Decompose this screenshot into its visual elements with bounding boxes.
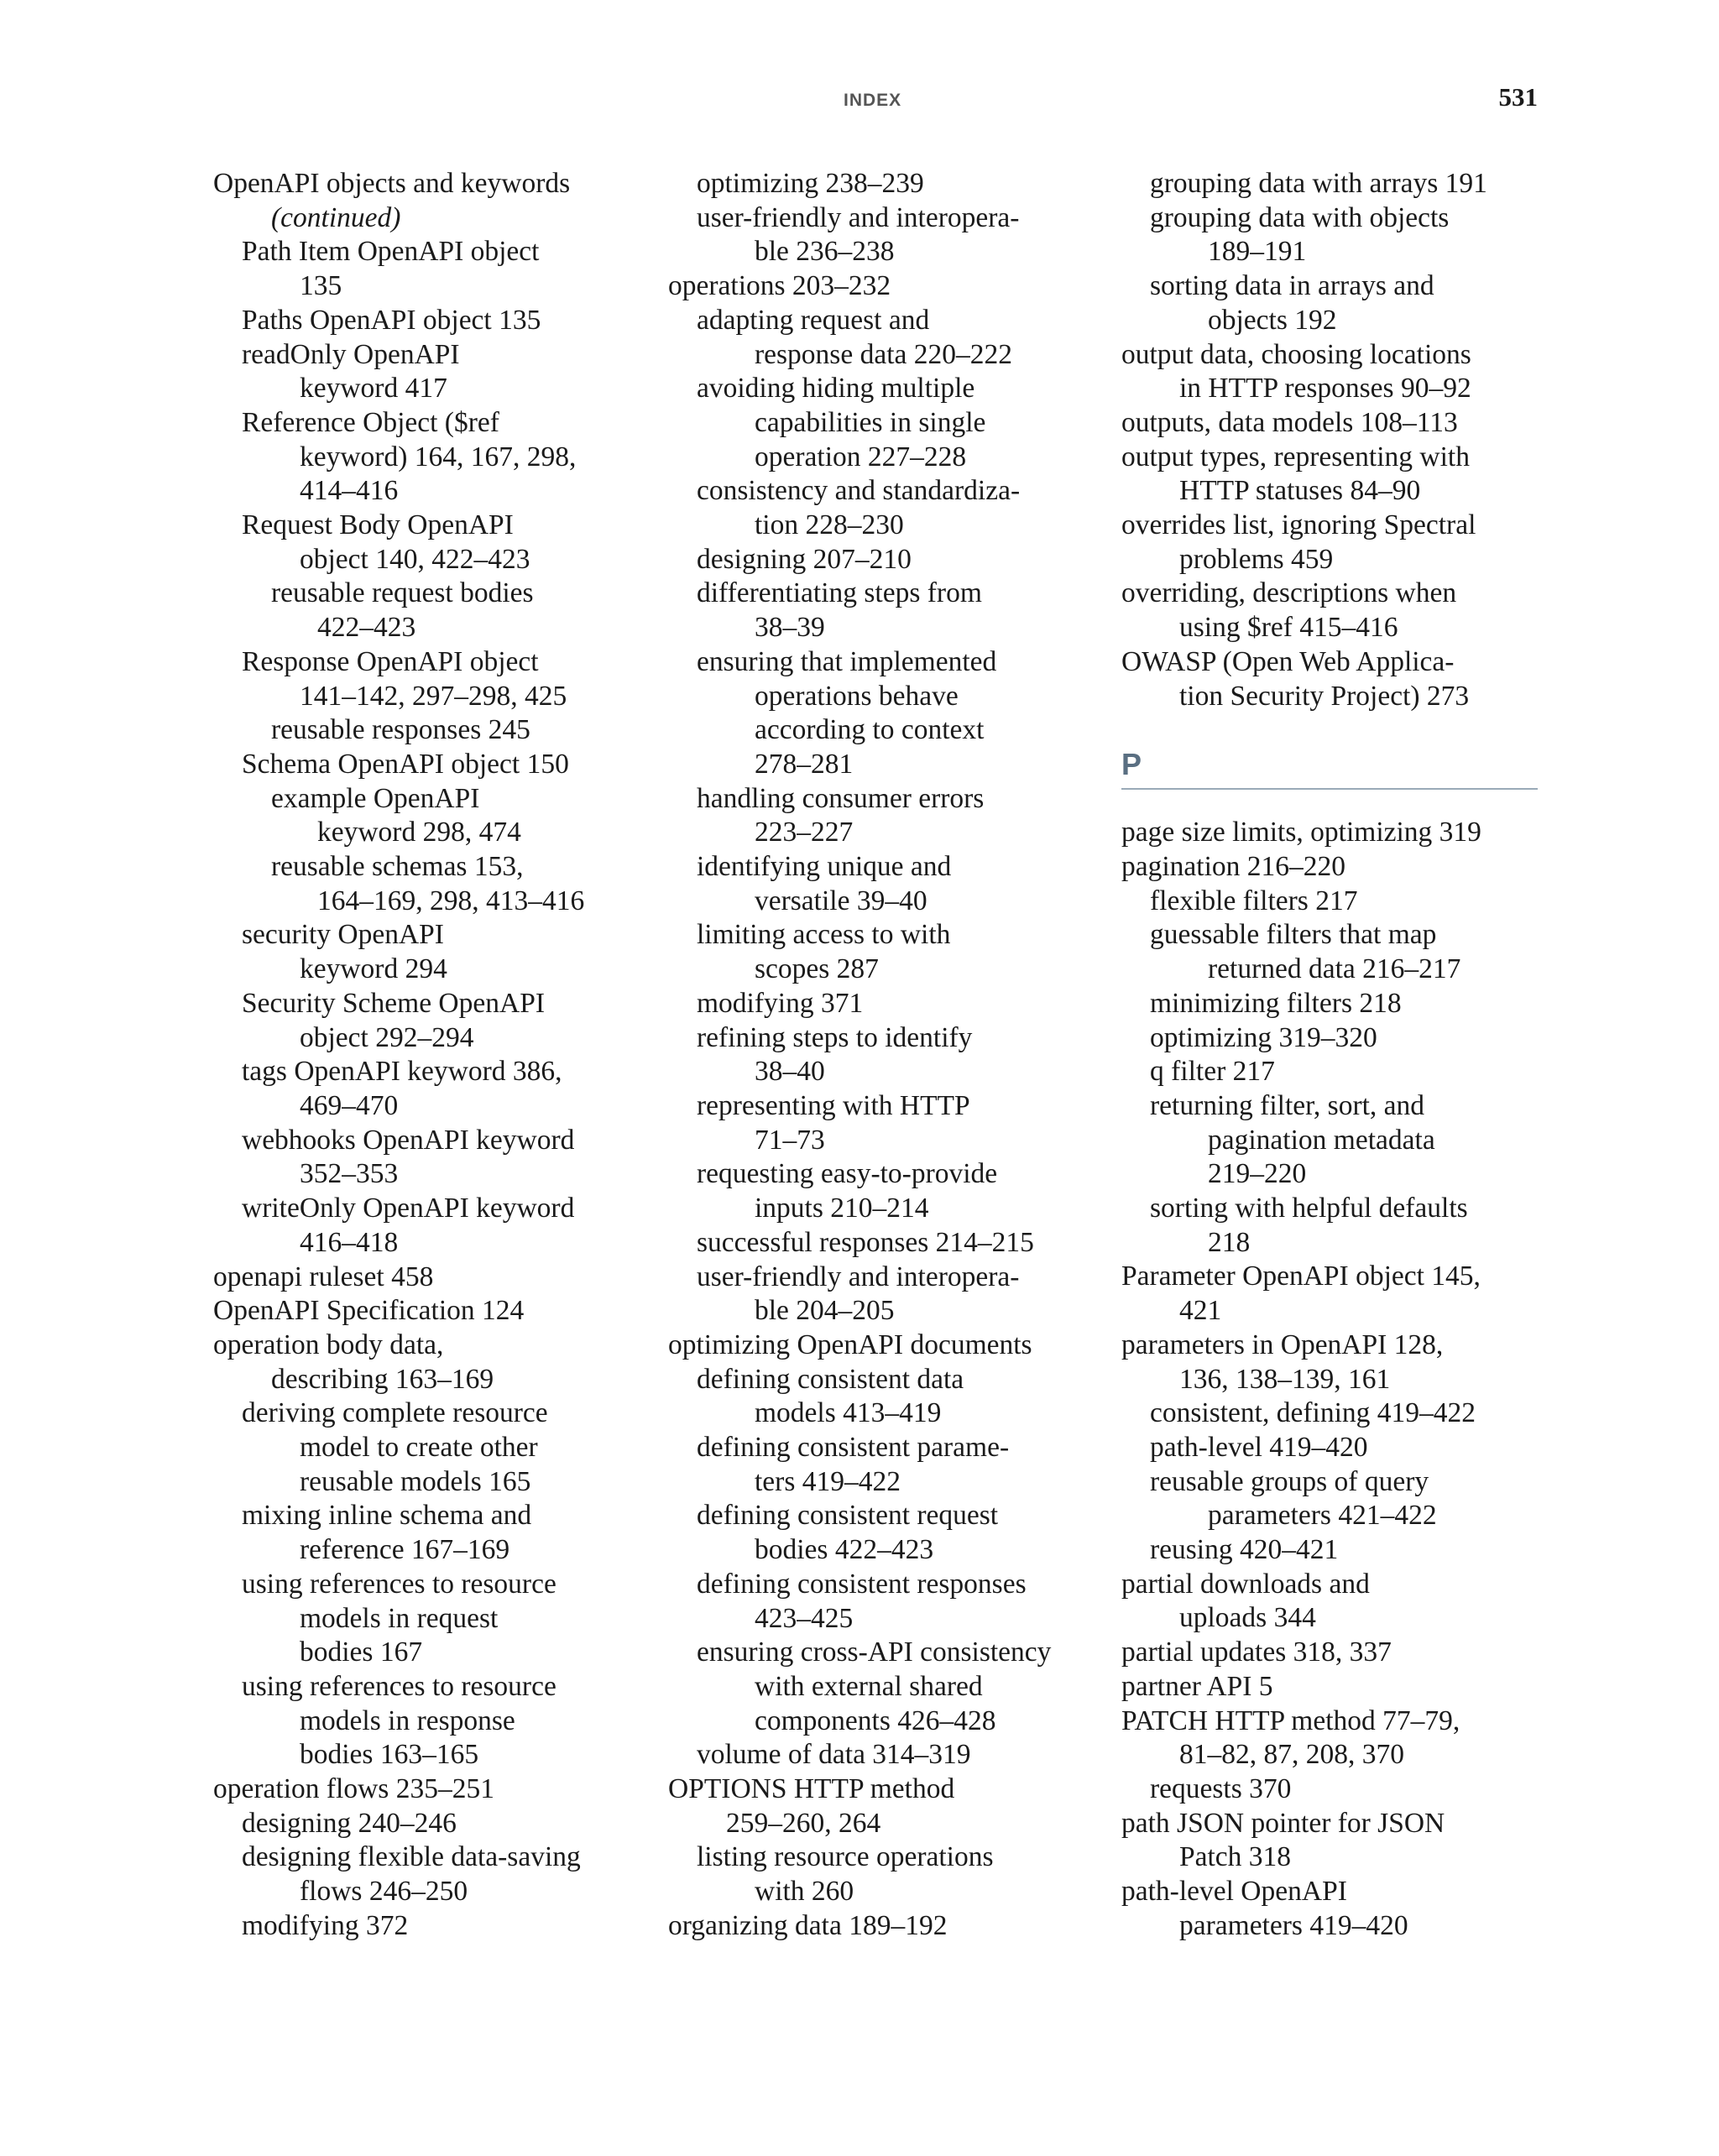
index-entry	[1121, 1260, 1549, 1328]
entry-text: OWASP (Open Web Applica-	[1121, 645, 1455, 677]
running-head: INDEX	[844, 91, 902, 110]
entry-text: listing resource operations	[697, 1841, 994, 1873]
entry-text: differentiating steps from	[697, 577, 982, 609]
entry-continuation: according to context	[755, 714, 985, 746]
entry-text: defining consistent request	[697, 1500, 999, 1532]
index-subentry	[668, 1568, 1105, 1636]
index-entry	[1121, 1329, 1549, 1396]
entry-continuation: bodies 163–165	[300, 1739, 479, 1771]
entry-text: ensuring that implemented	[697, 645, 997, 677]
entry-continuation: 421	[1179, 1295, 1222, 1327]
index-subentry	[668, 543, 1105, 577]
entry-text: flexible filters 217	[1150, 885, 1358, 916]
entry-text: security OpenAPI	[242, 919, 444, 951]
entry-continuation: with external shared	[755, 1670, 983, 1702]
index-subentry	[1121, 1089, 1549, 1192]
entry-text: guessable filters that map	[1150, 919, 1437, 951]
entry-continuation: parameters 419–420	[1179, 1909, 1408, 1941]
index-entry	[213, 1294, 650, 1329]
index-entry	[1121, 1568, 1549, 1636]
entry-text: optimizing 238–239	[697, 168, 924, 199]
index-subentry	[213, 1909, 650, 1944]
index-subentry	[213, 1499, 650, 1567]
index-subentry	[668, 1089, 1105, 1157]
index-subentry	[1121, 987, 1549, 1021]
index-subentry	[1121, 885, 1549, 919]
entry-text: operation flows 235–251	[213, 1773, 494, 1805]
index-subentry	[213, 987, 650, 1055]
index-subentry	[213, 406, 650, 509]
index-entry	[1121, 1807, 1549, 1875]
entry-continuation: 414–416	[300, 475, 399, 507]
entry-text: consistency and standardiza-	[697, 475, 1021, 507]
entry-continuation: 38–40	[755, 1056, 825, 1088]
index-entry	[1121, 816, 1549, 850]
index-entry	[668, 269, 1105, 304]
index-subentry	[668, 850, 1105, 918]
entry-text: ensuring cross-API consistency	[697, 1637, 1052, 1668]
entry-text: Security Scheme OpenAPI	[242, 987, 545, 1019]
index-subentry	[213, 748, 650, 782]
index-entry	[668, 1329, 1105, 1363]
entry-continuation: bodies 167	[300, 1637, 423, 1668]
entry-text: operations 203–232	[668, 270, 891, 302]
index-subentry	[213, 1840, 650, 1908]
entry-continuation: capabilities in single	[755, 406, 986, 438]
entry-continuation: using $ref 415–416	[1179, 612, 1398, 644]
entry-continuation: 423–425	[755, 1602, 854, 1634]
entry-text: partial downloads and	[1121, 1568, 1370, 1600]
index-entry	[1121, 1636, 1549, 1670]
entry-continuation: 219–220	[1208, 1158, 1307, 1190]
entry-text: representing with HTTP	[697, 1089, 970, 1121]
index-entry	[1121, 509, 1549, 577]
entry-continuation: uploads 344	[1179, 1602, 1316, 1634]
index-entry	[668, 1909, 1105, 1944]
index-entry	[213, 201, 650, 236]
entry-continuation: ble 204–205	[755, 1295, 895, 1327]
entry-text: partner API 5	[1121, 1670, 1273, 1702]
index-subentry	[1121, 1055, 1549, 1089]
entry-continuation: response data 220–222	[755, 338, 1013, 370]
index-subentry	[1121, 1021, 1549, 1056]
entry-text: tags OpenAPI keyword 386,	[242, 1056, 562, 1088]
entry-text: Response OpenAPI object	[242, 645, 539, 677]
entry-continuation: 136, 138–139, 161	[1179, 1363, 1391, 1395]
entry-continuation: keyword) 164, 167, 298,	[300, 441, 577, 472]
entry-text: grouping data with objects	[1150, 201, 1450, 233]
index-subentry	[668, 304, 1105, 372]
index-subentry	[668, 201, 1105, 269]
entry-text: successful responses 214–215	[697, 1226, 1034, 1258]
entry-continuation: 38–39	[755, 612, 825, 644]
index-subentry	[213, 304, 650, 338]
entry-text: page size limits, optimizing 319	[1121, 817, 1481, 848]
index-subentry	[213, 1124, 650, 1192]
index-subentry	[213, 1568, 650, 1670]
entry-continuation: parameters 421–422	[1208, 1500, 1437, 1532]
index-subentry	[213, 1192, 650, 1260]
entry-continuation: keyword 294	[300, 953, 447, 985]
index-subentry	[1121, 167, 1549, 201]
entry-text: volume of data 314–319	[697, 1739, 971, 1771]
index-subentry	[668, 1261, 1105, 1329]
entry-text: output types, representing with	[1121, 441, 1470, 472]
entry-continuation: returned data 216–217	[1208, 953, 1461, 985]
index-subentry	[668, 1021, 1105, 1089]
entry-text: requests 370	[1150, 1773, 1292, 1804]
entry-continuation: 135	[300, 270, 342, 302]
entry-continuation: keyword 417	[300, 373, 447, 405]
entry-continuation: 141–142, 297–298, 425	[300, 680, 567, 712]
index-entry	[213, 1772, 650, 1807]
entry-text: user-friendly and interopera-	[697, 201, 1020, 233]
entry-text: limiting access to with	[697, 919, 951, 951]
entry-text: consistent, defining 419–422	[1150, 1397, 1476, 1429]
index-subentry	[1121, 918, 1549, 986]
entry-text: identifying unique and	[697, 851, 952, 883]
index-subentry	[213, 918, 650, 986]
entry-continuation: bodies 422–423	[755, 1534, 934, 1566]
entry-continuation: inputs 210–214	[755, 1193, 929, 1224]
entry-text: refining steps to identify	[697, 1021, 973, 1053]
entry-text: Path Item OpenAPI object	[242, 236, 540, 268]
index-entry	[1121, 850, 1549, 885]
entry-continuation: 71–73	[755, 1124, 825, 1156]
index-subentry	[1121, 1396, 1549, 1431]
index-subentry	[213, 713, 650, 748]
index-column-2	[668, 167, 1105, 1944]
index-entry	[668, 1772, 1105, 1840]
entry-continuation: operations behave	[755, 680, 959, 712]
entry-text: outputs, data models 108–113	[1121, 406, 1458, 438]
index-subentry	[213, 645, 650, 713]
entry-text: operation body data,	[213, 1329, 444, 1360]
entry-continuation: with 260	[755, 1876, 854, 1908]
entry-text: OpenAPI Specification 124	[213, 1295, 525, 1327]
index-entry	[1121, 1875, 1549, 1943]
index-entry	[1121, 1670, 1549, 1704]
entry-continuation: model to create other	[300, 1432, 538, 1464]
index-subentry	[668, 1226, 1105, 1261]
entry-continuation: HTTP statuses 84–90	[1179, 475, 1421, 507]
entry-text: PATCH HTTP method 77–79,	[1121, 1704, 1460, 1736]
entry-continuation: 259–260, 264	[726, 1807, 881, 1839]
index-subentry	[213, 1670, 650, 1772]
index-entry	[1121, 441, 1549, 509]
index-subentry	[213, 509, 650, 577]
index-subentry	[213, 577, 650, 645]
entry-text: overrides list, ignoring Spectral	[1121, 509, 1476, 541]
index-entry	[213, 1329, 650, 1396]
index-subentry	[668, 1636, 1105, 1738]
index-subentry	[668, 1840, 1105, 1908]
entry-continuation: object 292–294	[300, 1021, 474, 1053]
entry-text: q filter 217	[1150, 1056, 1275, 1088]
entry-continuation: problems 459	[1179, 543, 1334, 575]
entry-text: optimizing 319–320	[1150, 1021, 1377, 1053]
index-column-1	[213, 167, 650, 1944]
entry-text: organizing data 189–192	[668, 1909, 948, 1941]
entry-text: openapi ruleset 458	[213, 1261, 434, 1292]
entry-text: (continued)	[271, 201, 401, 233]
entry-text: deriving complete resource	[242, 1397, 548, 1429]
index-subentry	[668, 577, 1105, 645]
entry-text: partial updates 318, 337	[1121, 1637, 1392, 1668]
entry-continuation: operation 227–228	[755, 441, 967, 472]
index-subentry	[668, 918, 1105, 986]
entry-continuation: 422–423	[317, 612, 416, 644]
entry-text: parameters in OpenAPI 128,	[1121, 1329, 1444, 1360]
entry-text: Request Body OpenAPI	[242, 509, 514, 541]
index-subentry	[213, 338, 650, 406]
index-subentry	[1121, 1533, 1549, 1568]
entry-text: modifying 371	[697, 987, 864, 1019]
index-entry	[1121, 577, 1549, 645]
entry-text: sorting data in arrays and	[1150, 270, 1434, 302]
entry-continuation: 164–169, 298, 413–416	[317, 885, 585, 916]
index-entry	[1121, 406, 1549, 441]
entry-text: sorting with helpful defaults	[1150, 1193, 1468, 1224]
entry-text: using references to resource	[242, 1568, 556, 1600]
entry-continuation: 469–470	[300, 1089, 399, 1121]
entry-text: mixing inline schema and	[242, 1500, 532, 1532]
entry-continuation: Patch 318	[1179, 1841, 1292, 1873]
entry-text: path-level OpenAPI	[1121, 1876, 1347, 1908]
entry-text: Paths OpenAPI object 135	[242, 304, 541, 336]
entry-continuation: object 140, 422–423	[300, 543, 530, 575]
entry-text: defining consistent responses	[697, 1568, 1027, 1600]
index-entry	[1121, 338, 1549, 406]
entry-continuation: flows 246–250	[300, 1876, 468, 1908]
index-subentry	[668, 987, 1105, 1021]
entry-text: user-friendly and interopera-	[697, 1261, 1020, 1292]
section-letter: P	[1121, 746, 1142, 781]
index-subentry	[668, 645, 1105, 782]
section-divider	[1121, 788, 1538, 790]
entry-continuation: 81–82, 87, 208, 370	[1179, 1739, 1404, 1771]
index-subentry	[668, 1499, 1105, 1567]
index-subentry	[1121, 1772, 1549, 1807]
entry-continuation: 352–353	[300, 1158, 399, 1190]
index-subentry	[668, 1738, 1105, 1772]
index-entry	[1121, 1704, 1549, 1772]
entry-text: reusable schemas 153,	[271, 851, 524, 883]
index-subentry	[668, 1157, 1105, 1225]
entry-continuation: pagination metadata	[1208, 1124, 1435, 1156]
entry-text: designing flexible data-saving	[242, 1841, 581, 1873]
entry-text: defining consistent parame-	[697, 1432, 1010, 1464]
entry-continuation: scopes 287	[755, 953, 879, 985]
index-subentry	[668, 474, 1105, 542]
entry-text: readOnly OpenAPI	[242, 338, 460, 370]
entry-text: webhooks OpenAPI keyword	[242, 1124, 575, 1156]
entry-continuation: 416–418	[300, 1226, 399, 1258]
index-subentry	[1121, 269, 1549, 337]
index-subentry	[668, 1363, 1105, 1431]
index-subentry	[668, 167, 1105, 201]
entry-text: path-level 419–420	[1150, 1431, 1368, 1463]
entry-continuation: reusable models 165	[300, 1465, 531, 1497]
entry-continuation: keyword 298, 474	[317, 817, 521, 848]
index-entry	[213, 1261, 650, 1295]
entry-continuation: tion 228–230	[755, 509, 904, 541]
entry-text: reusable request bodies	[271, 577, 534, 609]
index-subentry	[1121, 201, 1549, 269]
entry-text: reusable responses 245	[271, 714, 530, 746]
index-subentry	[213, 850, 650, 918]
entry-text: designing 207–210	[697, 543, 912, 575]
entry-text: modifying 372	[242, 1909, 409, 1941]
entry-text: pagination 216–220	[1121, 851, 1346, 883]
entry-text: grouping data with arrays 191	[1150, 168, 1487, 199]
entry-text: handling consumer errors	[697, 782, 985, 814]
entry-text: example OpenAPI	[271, 782, 480, 814]
entry-text: designing 240–246	[242, 1807, 457, 1839]
index-column-3	[1121, 167, 1549, 1944]
section-letter-heading	[1121, 748, 1549, 782]
index-subentry	[213, 1807, 650, 1841]
entry-text: reusable groups of query	[1150, 1465, 1429, 1497]
index-subentry	[1121, 1465, 1549, 1533]
index-subentry	[213, 1396, 650, 1499]
entry-text: Parameter OpenAPI object 145,	[1121, 1261, 1481, 1292]
entry-text: adapting request and	[697, 304, 930, 336]
entry-continuation: 189–191	[1208, 236, 1307, 268]
index-subentry	[668, 372, 1105, 474]
entry-continuation: describing 163–169	[271, 1363, 494, 1395]
entry-continuation: tion Security Project) 273	[1179, 680, 1470, 712]
entry-continuation: objects 192	[1208, 304, 1337, 336]
entry-text: overriding, descriptions when	[1121, 577, 1457, 609]
entry-text: Reference Object ($ref	[242, 406, 499, 438]
entry-continuation: ters 419–422	[755, 1465, 901, 1497]
page-header	[0, 0, 1719, 151]
entry-text: output data, choosing locations	[1121, 338, 1471, 370]
index-subentry	[1121, 1431, 1549, 1465]
page-number: 531	[1498, 82, 1538, 112]
index-subentry	[668, 782, 1105, 850]
entry-continuation: versatile 39–40	[755, 885, 927, 916]
entry-text: optimizing OpenAPI documents	[668, 1329, 1032, 1360]
entry-continuation: models in response	[300, 1704, 515, 1736]
entry-text: defining consistent data	[697, 1363, 964, 1395]
entry-continuation: 223–227	[755, 817, 854, 848]
entry-text: Schema OpenAPI object 150	[242, 748, 569, 780]
entry-text: path JSON pointer for JSON	[1121, 1807, 1445, 1839]
entry-continuation: in HTTP responses 90–92	[1179, 373, 1471, 405]
entry-text: using references to resource	[242, 1670, 556, 1702]
entry-continuation: ble 236–238	[755, 236, 895, 268]
index-entry	[1121, 645, 1549, 713]
entry-text: writeOnly OpenAPI keyword	[242, 1193, 575, 1224]
entry-text: avoiding hiding multiple	[697, 373, 975, 405]
entry-continuation: models in request	[300, 1602, 499, 1634]
entry-continuation: 218	[1208, 1226, 1251, 1258]
entry-text: minimizing filters 218	[1150, 987, 1402, 1019]
entry-text: requesting easy-to-provide	[697, 1158, 998, 1190]
index-subentry	[668, 1431, 1105, 1499]
index-subentry	[213, 782, 650, 850]
index-entry	[213, 167, 650, 201]
entry-continuation: components 426–428	[755, 1704, 996, 1736]
entry-continuation: reference 167–169	[300, 1534, 510, 1566]
entry-text: OPTIONS HTTP method	[668, 1773, 955, 1805]
entry-continuation: models 413–419	[755, 1397, 942, 1429]
entry-text: OpenAPI objects and keywords	[213, 168, 571, 199]
index-subentry	[213, 1055, 650, 1123]
index-subentry	[213, 235, 650, 303]
entry-text: returning filter, sort, and	[1150, 1089, 1425, 1121]
entry-continuation: 278–281	[755, 748, 854, 780]
entry-text: reusing 420–421	[1150, 1534, 1339, 1566]
index-subentry	[1121, 1192, 1549, 1260]
